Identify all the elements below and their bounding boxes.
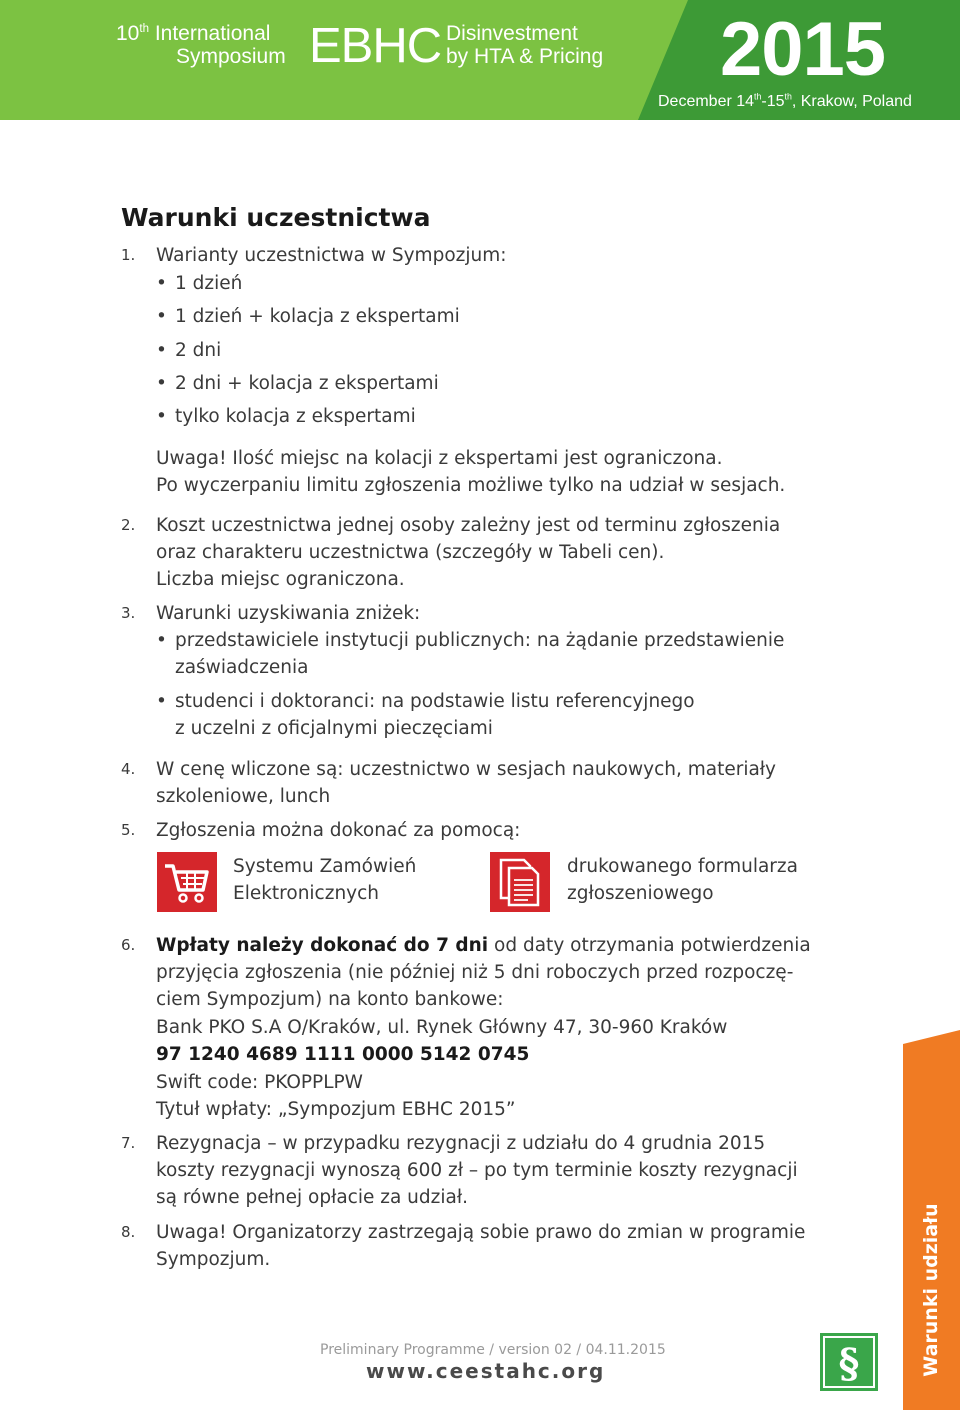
item-text: koszty rezygnacji wynoszą 600 zł – po tym terminie koszty rezygnacji — [156, 1160, 798, 1181]
item-text: przyjęcia zgłoszenia (nie później niż 5 dni roboczych przed rozpoczę- — [156, 962, 794, 983]
note-text: Po wyczerpaniu limitu zgłoszenia możliwe tylko na udział w sesjach. — [156, 475, 786, 496]
printed-form-label: zgłoszeniowego — [567, 883, 714, 904]
item-text: ciem Sympozjum) na konto bankowe: — [156, 989, 504, 1010]
bullet-icon: • — [156, 273, 167, 294]
item-text: oraz charakteru uczestnictwa (szczegóły w Tabeli cen). — [156, 542, 665, 563]
item-text: Sympozjum. — [156, 1249, 271, 1270]
item-text: są równe pełnej opłacie za udział. — [156, 1187, 468, 1208]
version-note: Preliminary Programme / version 02 / 04.11.2015 — [320, 1342, 666, 1358]
shopping-cart-icon — [157, 852, 217, 912]
item-text: szkoleniowe, lunch — [156, 786, 331, 807]
printed-form-label: drukowanego formularza — [567, 856, 798, 877]
bullet-icon: • — [156, 306, 167, 327]
item-text: Rezygnacja – w przypadku rezygnacji z udziału do 4 grudnia 2015 — [156, 1133, 766, 1154]
item-text: Uwaga! Organizatorzy zastrzegają sobie prawo do zmian w programie — [156, 1222, 806, 1243]
bullet-icon: • — [156, 691, 167, 712]
bank-address: Bank PKO S.A O/Kraków, ul. Rynek Główny 47, 30-960 Kraków — [156, 1017, 728, 1038]
list-item: 2 dni — [175, 340, 222, 361]
header-year: 2015 — [720, 7, 886, 92]
header-disinvestment: Disinvestment — [446, 22, 578, 45]
item-number: 4. — [121, 760, 136, 778]
header-banner — [0, 0, 960, 120]
item-text: Warianty uczestnictwa w Sympozjum: — [156, 245, 507, 266]
page-title: Warunki uczestnictwa — [121, 203, 431, 232]
header-by-hta: by HTA & Pricing — [446, 45, 604, 68]
document-form-icon — [490, 852, 550, 912]
item-number: 5. — [121, 821, 136, 839]
bullet-icon: • — [156, 630, 167, 651]
item-text: Liczba miejsc ograniczona. — [156, 569, 405, 590]
logo-symbol: § — [838, 1340, 860, 1387]
item-text: Wpłaty należy dokonać do 7 dni od daty otrzymania potwierdzenia — [156, 935, 811, 956]
item-number: 7. — [121, 1134, 136, 1152]
list-item: 1 dzień — [175, 273, 243, 294]
header-edition: 10th International — [116, 22, 271, 45]
item-text: W cenę wliczone są: uczestnictwo w sesjach naukowych, materiały — [156, 759, 777, 780]
item-number: 8. — [121, 1223, 136, 1241]
header-ebhc: EBHC — [309, 19, 442, 73]
list-item: 2 dni + kolacja z ekspertami — [175, 373, 439, 394]
paragraph-logo-icon — [820, 1333, 878, 1391]
item-text: Zgłoszenia można dokonać za pomocą: — [156, 820, 521, 841]
note-text: Uwaga! Ilość miejsc na kolacji z ekspertami jest ograniczona. — [156, 448, 723, 469]
list-item: studenci i doktoranci: na podstawie listu referencyjnego — [175, 691, 695, 712]
list-item: z uczelni z oficjalnymi pieczęciami — [175, 718, 493, 739]
website-link[interactable]: www.ceestahc.org — [366, 1359, 606, 1383]
bullet-icon: • — [156, 373, 167, 394]
item-number: 3. — [121, 604, 136, 622]
item-number: 2. — [121, 516, 136, 534]
list-item: zaświadczenia — [175, 657, 309, 678]
item-number: 1. — [121, 246, 136, 264]
order-system-label: Systemu Zamówień — [233, 856, 417, 877]
item-number: 6. — [121, 936, 136, 954]
bullet-icon: • — [156, 340, 167, 361]
list-item: tylko kolacja z ekspertami — [175, 406, 416, 427]
header-date: December 14th-15th, Krakow, Poland — [658, 91, 912, 110]
order-system-label: Elektronicznych — [233, 883, 380, 904]
item-text: Warunki uzyskiwania zniżek: — [156, 603, 421, 624]
swift-code: Swift code: PKOPPLPW — [156, 1072, 363, 1093]
list-item: przedstawiciele instytucji publicznych: na żądanie przedstawienie — [175, 630, 785, 651]
header-symposium: Symposium — [176, 45, 286, 68]
bullet-icon: • — [156, 406, 167, 427]
side-tab-label: Warunki udziału — [920, 1203, 942, 1377]
list-item: 1 dzień + kolacja z ekspertami — [175, 306, 460, 327]
payment-title: Tytuł wpłaty: „Sympozjum EBHC 2015” — [156, 1099, 516, 1120]
bank-account-number: 97 1240 4689 1111 0000 5142 0745 — [156, 1044, 530, 1065]
item-text: Koszt uczestnictwa jednej osoby zależny jest od terminu zgłoszenia — [156, 515, 781, 536]
